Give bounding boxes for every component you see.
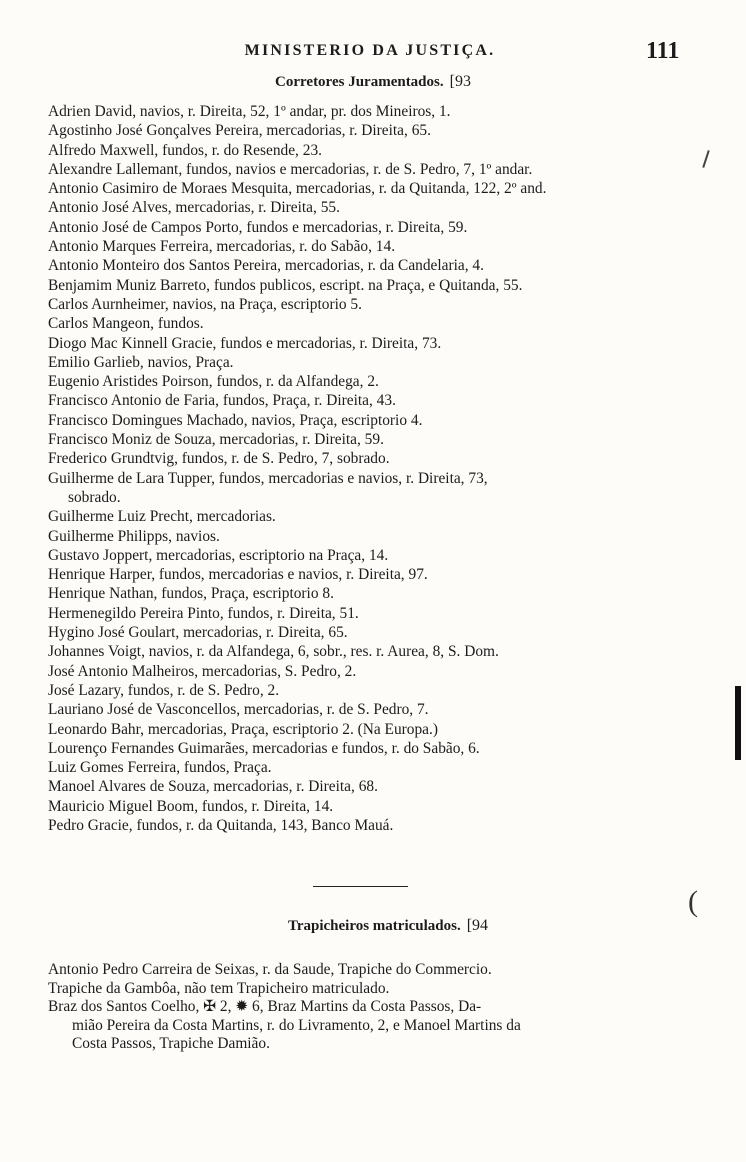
page-header [0,38,746,66]
list-item [48,469,708,508]
entry-text: Adrien David, navios, r. Direita, 52, 1º andar, pr. dos Mineiros, 1. [48,103,451,120]
entry-text: Pedro Gracie, fundos, r. da Quitanda, 143, Banco Mauá. [48,816,394,834]
entry-text: Mauricio Miguel Boom, fundos, r. Direita, 14. [48,797,334,815]
entry-text: Carlos Mangeon, fundos. [48,315,204,333]
entry-text: Gustavo Joppert, mercadorias, escriptorio na Praça, 14. [48,546,389,564]
entry-text: Frederico Grundtvig, fundos, r. de S. Pedro, 7, sobrado. [48,450,390,468]
entry-text: Lourenço Fernandes Guimarães, mercadorias e fundos, r. do Sabão, 6. [48,739,480,757]
trapicheiros-list [48,961,708,1054]
entry-text: Antonio Casimiro de Moraes Mesquita, mercadorias, r. da Quitanda, 122, 2º and. [48,180,547,198]
entry-text: Johannes Voigt, navios, r. da Alfandega, 6, sobr., res. r. Aurea, 8, S. Dom. [48,643,499,661]
list-item [48,527,708,546]
list-item [48,179,708,198]
list-item [48,604,708,623]
section-ref: [93 [449,73,471,90]
list-item [48,546,708,565]
list-item [48,102,708,121]
entry-text: José Lazary, fundos, r. de S. Pedro, 2. [48,681,280,699]
entry-continuation: mião Pereira da Costa Martins, r. do Livramento, 2, e Manoel Martins da [72,1016,521,1034]
list-item [48,681,708,700]
entry-text: Lauriano José de Vasconcellos, mercadorias, r. de S. Pedro, 7. [48,701,429,719]
entry-text: Antonio José Alves, mercadorias, r. Direita, 55. [48,199,340,217]
entry-text: José Antonio Malheiros, mercadorias, S. Pedro, 2. [48,662,357,680]
list-item [48,198,708,217]
list-item [48,777,708,796]
corretores-list [48,102,708,835]
entry-continuation: sobrado. [68,488,121,506]
list-item [48,739,708,758]
entry-text: Antonio Monteiro dos Santos Pereira, mercadorias, r. da Candelaria, 4. [48,257,484,275]
list-item [48,276,708,295]
list-item [48,372,708,391]
list-item [48,758,708,777]
list-item [48,642,708,661]
list-item [48,160,708,179]
list-item [48,816,708,835]
list-item [48,980,708,999]
entry-text: Guilherme Philipps, navios. [48,527,220,545]
entry-text: Alexandre Lallemant, fundos, navios e mercadorias, r. de S. Pedro, 7, 1º andar. [48,160,533,178]
list-item [48,507,708,526]
list-item [48,662,708,681]
entry-text: Hermenegildo Pereira Pinto, fundos, r. Direita, 51. [48,604,359,622]
section-divider [313,886,408,887]
list-item [48,353,708,372]
entry-text: Carlos Aurnheimer, navios, na Praça, escriptorio 5. [48,295,362,313]
entry-text: Luiz Gomes Ferreira, fundos, Praça. [48,759,272,777]
list-item [48,121,708,140]
entry-text: Francisco Antonio de Faria, fundos, Praça, r. Direita, 43. [48,392,396,410]
entry-text: Alfredo Maxwell, fundos, r. do Resende, 23. [48,141,322,159]
section-ref: [94 [466,917,489,934]
entry-text: Henrique Harper, fundos, mercadorias e navios, r. Direita, 97. [48,566,428,584]
list-item [48,411,708,430]
entry-text: Antonio Pedro Carreira de Seixas, r. da Saude, Trapiche do Commercio. [48,961,492,978]
entry-text: Emilio Garlieb, navios, Praça. [48,353,234,371]
section-title-corretores [0,73,746,91]
list-item [48,295,708,314]
list-item [48,700,708,719]
entry-text: Francisco Moniz de Souza, mercadorias, r. Direita, 59. [48,431,384,449]
list-item [48,391,708,410]
entry-text: Braz dos Santos Coelho, ✠ 2, ✹ 6, Braz Martins da Costa Passos, Da- [48,998,482,1015]
entry-text: Diogo Mac Kinnell Gracie, fundos e mercadorias, r. Direita, 73. [48,334,442,352]
margin-bar [735,686,741,760]
list-item [48,1035,708,1054]
entry-text: Henrique Nathan, fundos, Praça, escriptorio 8. [48,585,334,603]
list-item [48,565,708,584]
entry-text: Costa Passos, Trapiche Damião. [72,1035,270,1052]
entry-text: Eugenio Aristides Poirson, fundos, r. da Alfandega, 2. [48,373,379,391]
list-item [48,584,708,603]
entry-text: Guilherme de Lara Tupper, fundos, mercadorias e navios, r. Direita, 73, [48,469,488,487]
list-item [48,237,708,256]
list-item [48,314,708,333]
entry-text: Leonardo Bahr, mercadorias, Praça, escriptorio 2. (Na Europa.) [48,720,438,738]
list-item [48,430,708,449]
section-title-text: Corretores Juramentados. [275,74,444,90]
section-title-text: Trapicheiros matriculados. [287,918,461,934]
section-title-trapicheiros [0,917,746,935]
list-item [48,141,708,160]
entry-text: Manoel Alvares de Souza, mercadorias, r. Direita, 68. [48,778,378,796]
page-number: 111 [646,38,680,64]
list-item [48,961,708,980]
list-item [48,449,708,468]
list-item [48,797,708,816]
entry-text: Guilherme Luiz Precht, mercadorias. [48,508,276,526]
entry-text: Francisco Domingues Machado, navios, Praça, escriptorio 4. [48,411,423,429]
entry-text: Benjamim Muniz Barreto, fundos publicos, escript. na Praça, e Quitanda, 55. [48,276,523,294]
margin-bracket: ( [688,885,698,918]
entry-text: Trapiche da Gambôa, não tem Trapicheiro matriculado. [48,979,390,997]
list-item [48,998,708,1035]
list-item [48,218,708,237]
list-item [48,334,708,353]
running-title: MINISTERIO DA JUSTIÇA. [244,42,496,59]
list-item [48,256,708,275]
entry-text: Antonio Marques Ferreira, mercadorias, r. do Sabão, 14. [48,238,396,256]
entry-text: Antonio José de Campos Porto, fundos e mercadorias, r. Direita, 59. [48,218,468,236]
entry-text: Hygino José Goulart, mercadorias, r. Direita, 65. [48,624,348,642]
list-item [48,623,708,642]
entry-text: Agostinho José Gonçalves Pereira, mercadorias, r. Direita, 65. [48,122,431,140]
list-item [48,720,708,739]
